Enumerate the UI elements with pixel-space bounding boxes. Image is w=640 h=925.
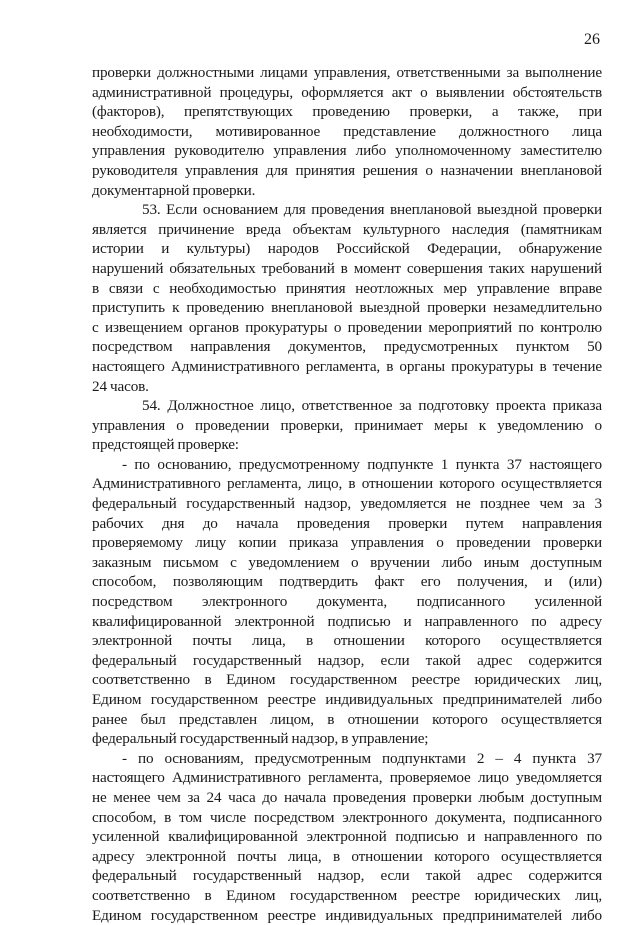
text-line: электронной почты лица, в отношении которого осуществляется [92,632,602,650]
text-line: истории и культуры) народов Российской Федерации, обнаружение [92,240,602,258]
page-number: 26 [584,31,600,48]
text-line: административной процедуры, оформляется акт о выявлении обстоятельств [92,83,602,101]
text-line: нарушений обязательных требований в момент совершения таких нарушений [92,259,602,277]
text-line: федеральный государственный надзор, если такой адрес содержится [92,651,602,669]
text-line: предстоящей проверке: [92,436,239,454]
text-line: управления руководителю управления либо уполномоченному заместителю [92,142,602,160]
text-line: Едином государственном реестре индивидуальных предпринимателей либо [92,906,602,924]
text-line: документарной проверки. [92,181,256,199]
text-line: рабочих дня до начала проведения проверки путем направления [92,514,602,532]
text-line: соответственно в Едином государственном реестре юридических лиц, [92,886,602,904]
text-line: Едином государственном реестре индивидуальных предпринимателей либо [92,691,602,708]
text-line: адресу электронной почты лица, в отношении которого осуществляется [92,847,602,865]
text-line: - по основаниям, предусмотренным подпунктами 2 – 4 пункта 37 [122,749,602,767]
text-line: управления о проведении проверки, принимает меры к уведомлению о [92,416,602,434]
text-line: посредством электронного документа, подписанного усиленной [92,593,602,611]
text-line: федеральный государственный надзор, если такой адрес содержится [92,867,602,885]
text-line: ранее был представлен лицом, в отношении которого осуществляется [92,710,602,728]
text-line: усиленной квалифицированной электронной подписью и направленного по [92,828,602,846]
text-line: не менее чем за 24 часа до начала проведения проверки любым доступным [92,788,602,806]
document-body-text [92,63,602,925]
text-line: проверяемому лицу копии приказа управления о проведении проверки [92,534,602,552]
text-line: в связи с необходимостью принятия неотложных мер управление вправе [92,279,602,297]
text-line: Административного регламента, лицо, в отношении которого осуществляется [92,475,602,493]
text-line: с извещением органов прокуратуры о проведении мероприятий по контролю [92,318,602,336]
text-line: посредством направления документов, предусмотренных пунктом 50 [92,338,602,356]
text-line: (факторов), препятствующих проведению проверки, а также, при [92,103,602,121]
text-line: является причинение вреда объектам культурного наследия (памятникам [92,220,602,238]
text-line: способом, в том числе посредством электронного документа, подписанного [92,808,602,826]
text-line: 53. Если основанием для проведения внеплановой выездной проверки [142,201,602,219]
text-line: федеральный государственный надзор, уведомляется не позднее чем за 3 [92,495,602,513]
text-line: федеральный государственный надзор, в управление; [92,730,429,748]
text-line: проверки должностными лицами управления, ответственными за выполнение [92,64,602,81]
text-line: заказным письмом с уведомлением о вручении либо иным доступным [92,553,602,571]
text-line: - по основанию, предусмотренному подпункте 1 пункта 37 настоящего [122,455,602,473]
text-line: приступить к проведению внеплановой выездной проверки незамедлительно [92,299,602,317]
text-line: 54. Должностное лицо, ответственное за подготовку проекта приказа [142,397,602,415]
text-line: настоящего Административного регламента, в органы прокуратуры в течение [92,357,602,375]
text-line: квалифицированной электронной подписью и направленного по адресу [92,612,602,630]
text-line: соответственно в Едином государственном реестре юридических лиц, [92,671,602,689]
text-line: руководителя управления для принятия решения о назначении внеплановой [92,161,602,179]
text-line: необходимости, мотивированное представление должностного лица [92,122,602,140]
text-line: 24 часов. [92,377,149,395]
text-line: настоящего Административного регламента, проверяемое лицо уведомляется [92,769,602,787]
text-line: способом, позволяющим подтвердить факт его получения, и (или) [92,573,602,591]
